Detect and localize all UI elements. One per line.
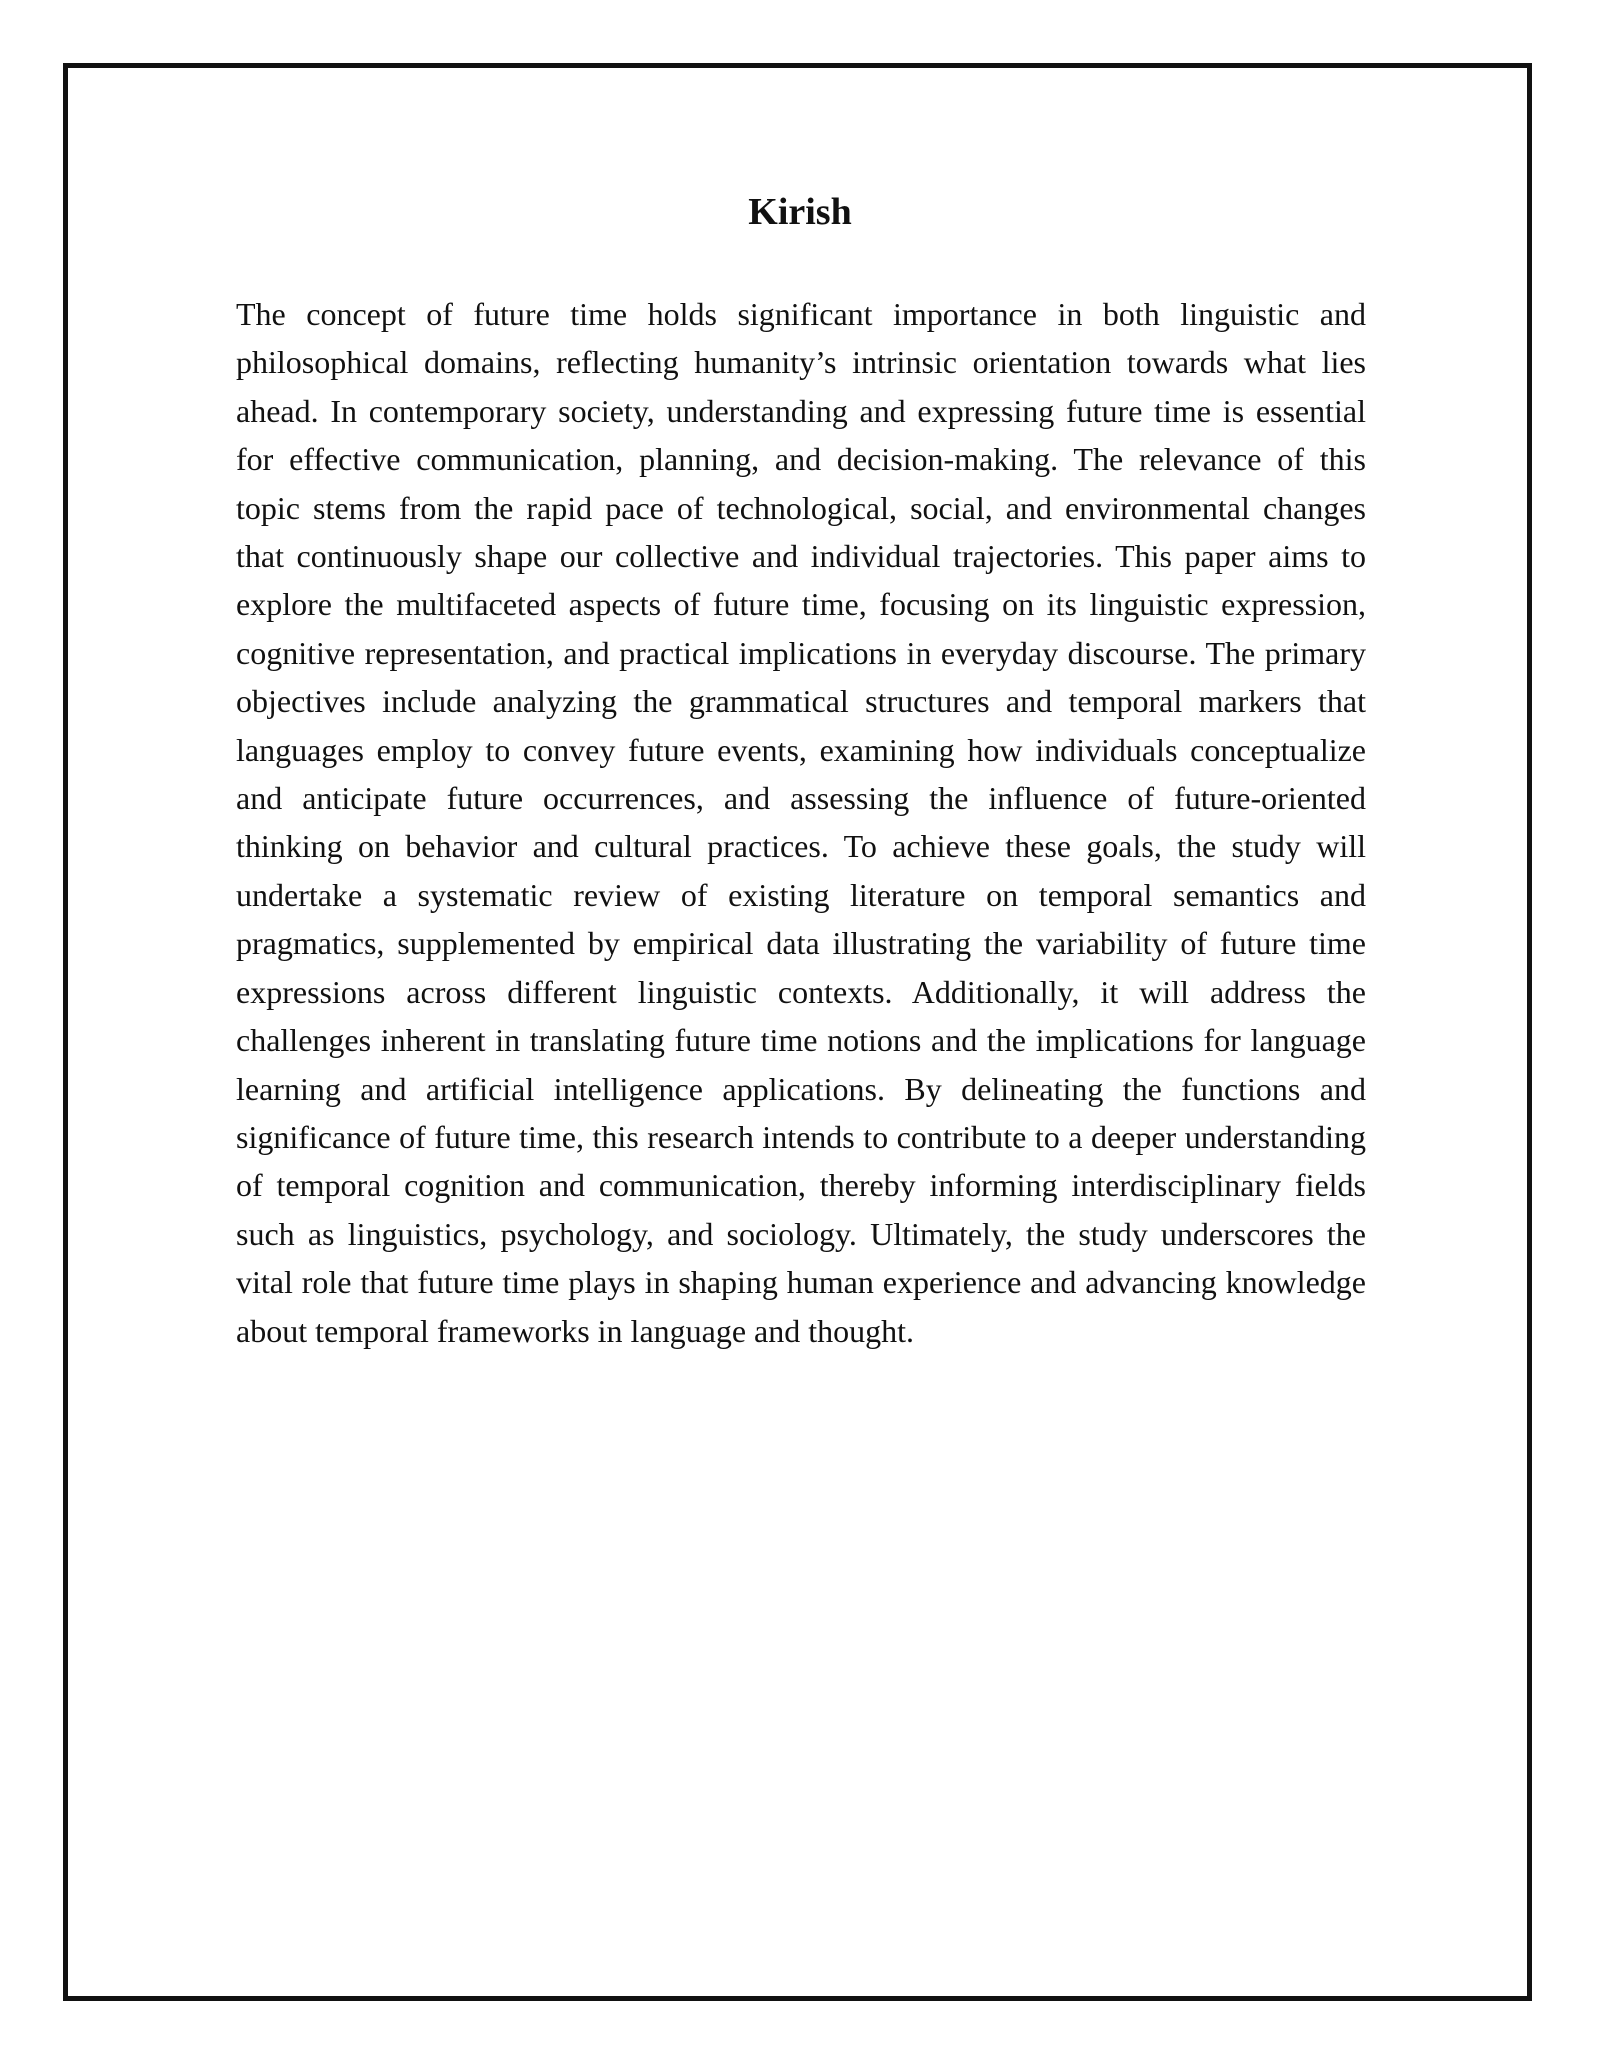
page-title: Kirish xyxy=(748,191,852,233)
body-paragraph: The concept of future time holds significant importance in both linguistic and philosophical domains, reflecting humanity’s intrinsic orientation towards what lies ahead. In contemporary society, understanding and expressing future time is essential for effective communication, planning, and decision-making. The relevance of this topic stems from the rapid pace of technological, social, and environmental changes that continuously shape our collective and individual trajectories. This paper aims to explore the multifaceted aspects of future time, focusing on its linguistic expression, cognitive representation, and practical implications in everyday discourse. The primary objectives include analyzing the grammatical structures and temporal markers that languages employ to convey future events, examining how individuals conceptualize and anticipate future occurrences, and assessing the influence of future-oriented thinking on behavior and cultural practices. To achieve these goals, the study will undertake a systematic review of existing literature on temporal semantics and pragmatics, supplemented by empirical data illustrating the variability of future time expressions across different linguistic contexts. Additionally, it will address the challenges inherent in translating future time notions and the implications for language learning and artificial intelligence applications. By delineating the functions and significance of future time, this research intends to contribute to a deeper understanding of temporal cognition and communication, thereby informing interdisciplinary fields such as linguistics, psychology, and sociology. Ultimately, the study underscores the vital role that future time plays in shaping human experience and advancing knowledge about temporal frameworks in language and thought. xyxy=(236,296,1366,1349)
